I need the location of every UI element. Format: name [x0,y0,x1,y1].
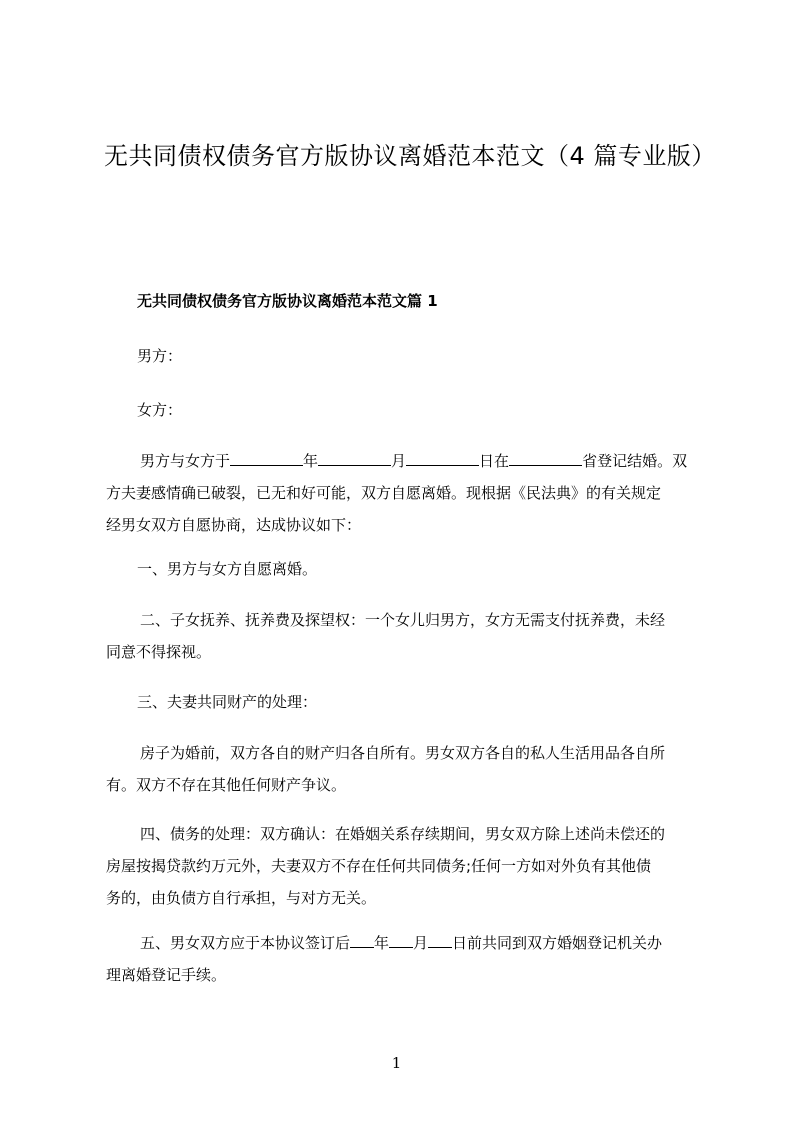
property-line-2: 有。双方不存在其他任何财产争议。 [106,776,347,794]
clause-1-text: 一、男方与女方自愿离婚。 [137,560,318,578]
clause-4-line-2: 房屋按揭贷款约万元外，夫妻双方不存在任何共同债务;任何一方如对外负有其他债 [106,857,652,875]
clause-3 [137,686,733,718]
clause-2 [106,604,702,668]
clause-5-line-2: 理离婚登记手续。 [106,966,227,984]
marriage-text-d: 日在 [479,452,510,470]
clause-5-text-d: 日前共同到双方婚姻登记机关办 [452,934,663,952]
property-line-1: 房子为婚前，双方各自的财产归各自所有。男女双方各自的私人生活用品各自所 [140,744,666,762]
section-heading: 无共同债权债务官方版协议离婚范本范文篇 1 [137,292,438,310]
clause-4-line-1: 四、债务的处理：双方确认：在婚姻关系存续期间，男女双方除上述尚未偿还的 [140,825,666,843]
marriage-paragraph [106,445,702,541]
wife-label-text: 女方： [137,401,183,419]
clause-1 [137,553,733,585]
page-number: 1 [391,1054,402,1072]
marriage-text-a: 男方与女方于 [140,452,231,470]
day-blank [406,448,479,466]
clause-5 [106,927,702,991]
clause-5-day-blank [428,930,452,948]
wife-label [137,394,733,426]
clause-3-text: 三、夫妻共同财产的处理： [137,693,318,711]
marriage-line-3: 经男女双方自愿协商，达成协议如下： [106,516,362,534]
clause-4-line-3: 务的，由负债方自行承担，与对方无关。 [106,889,377,907]
marriage-text-b: 年 [303,452,319,470]
property-paragraph [106,737,702,801]
clause-4 [106,818,702,914]
month-blank [318,448,391,466]
marriage-text-c: 月 [391,452,407,470]
clause-5-line-1 [106,927,702,959]
document-title: 无共同债权债务官方版协议离婚范本范文（4 篇专业版） [104,142,716,170]
clause-5-year-blank [350,930,374,948]
clause-2-line-2: 同意不得探视。 [106,643,212,661]
husband-label [137,340,733,372]
clause-5-text-b: 年 [374,934,390,952]
marriage-line-1 [106,445,702,477]
province-blank [509,448,582,466]
marriage-line-2: 方夫妻感情确已破裂，已无和好可能，双方自愿离婚。现根据《民法典》的有关规定 [106,484,662,502]
year-blank [230,448,303,466]
clause-5-month-blank [389,930,413,948]
clause-2-line-1: 二、子女抚养、抚养费及探望权：一个女儿归男方，女方无需支付抚养费，未经 [140,611,666,629]
clause-5-text-a: 五、男女双方应于本协议签订后 [140,934,351,952]
marriage-text-e: 省登记结婚。双 [582,452,688,470]
husband-label-text: 男方： [137,347,183,365]
clause-5-text-c: 月 [413,934,429,952]
